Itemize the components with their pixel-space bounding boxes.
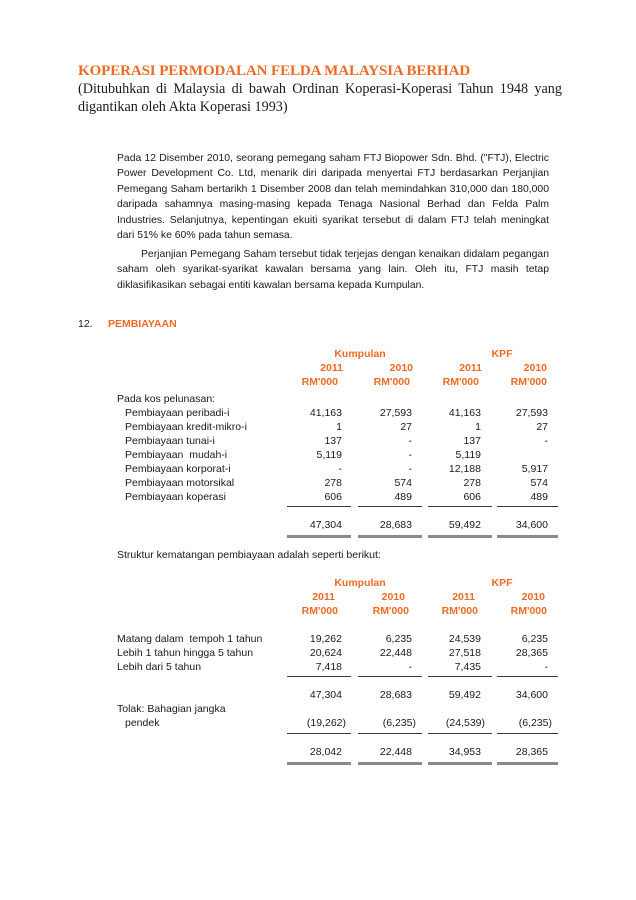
unit-header-2: RM'000 [372, 605, 409, 617]
cell: - [544, 435, 548, 447]
table1-heading: Pada kos pelunasan: [117, 393, 216, 405]
unit-header-3: RM'000 [442, 376, 479, 388]
less-label-line1: Tolak: Bahagian jangka [117, 703, 226, 715]
cell: - [408, 435, 412, 447]
subtotal-cell: 28,683 [379, 689, 412, 701]
subtotal-rule [497, 506, 558, 507]
total-double-rule [358, 535, 422, 538]
subtotal-rule [358, 506, 422, 507]
less-cell: (6,235) [382, 717, 416, 729]
cell: 489 [394, 491, 412, 503]
cell: 27 [400, 421, 412, 433]
row-label: Lebih 1 tahun hingga 5 tahun [117, 647, 254, 659]
cell: 278 [324, 477, 342, 489]
less-cell: (19,262) [306, 717, 346, 729]
cell: 1 [336, 421, 342, 433]
row-label: Lebih dari 5 tahun [117, 661, 202, 673]
cell: 574 [394, 477, 412, 489]
cell: - [408, 463, 412, 475]
cell: 489 [530, 491, 548, 503]
cell: - [408, 661, 412, 673]
total-cell: 47,304 [309, 519, 342, 531]
subtotal-rule [358, 676, 422, 677]
group-header-kumpulan: Kumpulan [334, 348, 386, 360]
cell: 137 [324, 435, 342, 447]
year-header-3: 2011 [459, 362, 482, 374]
subtotal-rule [287, 733, 351, 734]
total-cell: 28,683 [379, 519, 412, 531]
year-header-4: 2010 [523, 362, 547, 374]
cell: - [408, 449, 412, 461]
cell: 278 [463, 477, 481, 489]
less-label-line2: pendek [125, 717, 160, 729]
subtotal-cell: 59,492 [448, 689, 481, 701]
year-header-2: 2010 [381, 591, 405, 603]
cell: 5,917 [521, 463, 548, 475]
unit-header-2: RM'000 [373, 376, 410, 388]
group-header-kumpulan: Kumpulan [334, 577, 386, 589]
organization-subtitle: (Ditubuhkan di Malaysia di bawah Ordinan Koperasi-Koperasi Tahun 1948 yang digantikan oleh Akta Koperasi 1993) [78, 81, 562, 115]
cell: 27,593 [515, 407, 548, 419]
row-label: Pembiayaan peribadi-i [125, 407, 230, 419]
cell: 27,593 [379, 407, 412, 419]
total-cell: 22,448 [379, 746, 412, 758]
year-header-3: 2011 [452, 591, 475, 603]
section-number: 12. [78, 318, 93, 330]
cell: 7,418 [315, 661, 342, 673]
subtotal-cell: 34,600 [515, 689, 548, 701]
cell: 41,163 [448, 407, 481, 419]
subtotal-rule [287, 506, 351, 507]
unit-header-1: RM'000 [301, 376, 338, 388]
cell: 27,518 [448, 647, 481, 659]
cell: 6,235 [385, 633, 412, 645]
subtotal-rule [358, 733, 422, 734]
cell: 19,262 [309, 633, 342, 645]
cell: 28,365 [515, 647, 548, 659]
cell: 22,448 [379, 647, 412, 659]
paragraph-2: Perjanjian Pemegang Saham tersebut tidak terjejas dengan kenaikan didalam pegangan saham oleh syarikat-syarikat kawalan bersama yang lain. Oleh itu, FTJ masih tetap diklasifikasikan sebagai entiti kawalan bersama kepada Kumpulan. [117, 249, 549, 291]
total-double-rule [428, 762, 492, 765]
subtotal-rule [428, 733, 492, 734]
subtotal-cell: 47,304 [309, 689, 342, 701]
group-header-kpf: KPF [491, 577, 513, 589]
subtotal-rule [497, 733, 558, 734]
paragraph-1: Pada 12 Disember 2010, seorang pemegang saham FTJ Biopower Sdn. Bhd. ("FTJ), Electric Power Development Co. Ltd, menarik diri daripada menyertai FTJ berdasarkan Perjanjian Pemegang Saham bertarikh 1 Disember 2008 dan telah memindahkan 310,000 dan 180,000 daripada sahamnya masing-masing kepada Tenaga Nasional Berhad dan Felda Palm Industries. Selanjutnya, kepentingan ekuiti syarikat tersebut di dalam FTJ telah meningkat dari 51% ke 60% pada tahun semasa. [117, 153, 549, 242]
cell: 27 [536, 421, 548, 433]
cell: - [544, 661, 548, 673]
total-cell: 34,953 [448, 746, 481, 758]
total-double-rule [287, 762, 351, 765]
cell: 20,624 [309, 647, 342, 659]
year-header-1: 2011 [312, 591, 335, 603]
row-label: Pembiayaan mudah-i [125, 449, 228, 461]
unit-header-1: RM'000 [301, 605, 338, 617]
cell: 6,235 [521, 633, 548, 645]
total-double-rule [287, 535, 351, 538]
subtotal-rule [287, 676, 351, 677]
group-header-kpf: KPF [491, 348, 513, 360]
total-double-rule [358, 762, 422, 765]
maturity-intro: Struktur kematangan pembiayaan adalah seperti berikut: [117, 549, 381, 561]
cell: 5,119 [316, 449, 342, 461]
total-double-rule [497, 762, 558, 765]
total-double-rule [428, 535, 492, 538]
year-header-1: 2011 [320, 362, 343, 374]
row-label: Pembiayaan tunai-i [125, 435, 215, 447]
section-title: PEMBIAYAAN [108, 318, 177, 330]
row-label: Pembiayaan motorsikal [125, 477, 235, 489]
cell: 1 [475, 421, 481, 433]
year-header-4: 2010 [521, 591, 545, 603]
cell: 574 [530, 477, 548, 489]
total-double-rule [497, 535, 558, 538]
year-header-2: 2010 [389, 362, 413, 374]
subtotal-rule [428, 506, 492, 507]
unit-header-4: RM'000 [510, 605, 547, 617]
organization-title: KOPERASI PERMODALAN FELDA MALAYSIA BERHAD [78, 63, 471, 79]
row-label: Pembiayaan koperasi [125, 491, 226, 503]
cell: 12,188 [448, 463, 481, 475]
row-label: Matang dalam tempoh 1 tahun [117, 633, 263, 645]
less-cell: (24,539) [445, 717, 485, 729]
total-cell: 59,492 [448, 519, 481, 531]
cell: 606 [324, 491, 342, 503]
cell: 24,539 [448, 633, 481, 645]
cell: 137 [463, 435, 481, 447]
less-cell: (6,235) [518, 717, 552, 729]
unit-header-3: RM'000 [441, 605, 478, 617]
total-cell: 28,042 [309, 746, 342, 758]
total-cell: 34,600 [515, 519, 548, 531]
cell: 41,163 [309, 407, 342, 419]
cell: 5,119 [455, 449, 481, 461]
row-label: Pembiayaan kredit-mikro-i [125, 421, 247, 433]
unit-header-4: RM'000 [510, 376, 547, 388]
row-label: Pembiayaan korporat-i [125, 463, 231, 475]
cell: 7,435 [454, 661, 481, 673]
total-cell: 28,365 [515, 746, 548, 758]
cell: - [338, 463, 342, 475]
cell: 606 [463, 491, 481, 503]
subtotal-rule [497, 676, 558, 677]
subtotal-rule [428, 676, 492, 677]
